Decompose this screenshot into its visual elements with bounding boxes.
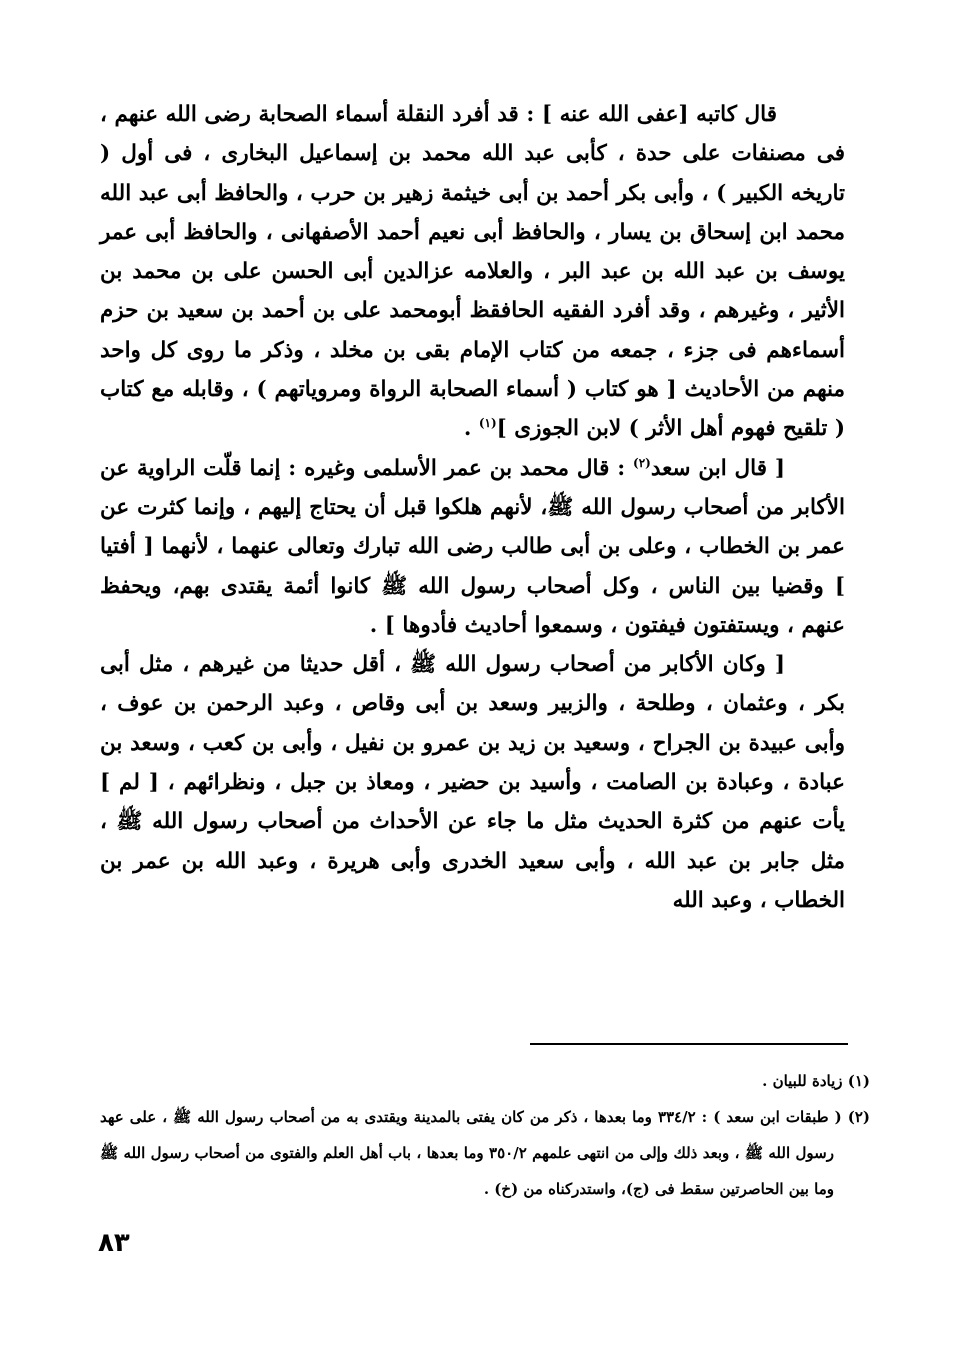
footnote-ref-1: (١) — [478, 416, 497, 431]
footnote-1: (١) زيادة للبيان . — [762, 1072, 870, 1090]
footnote-2: (٢) ( طبقات ابن سعد ) : ٣٣٤/٢ وما بعدها ، ذكر من كان يفتى بالمدينة ويقتدى به من أصحاب رسول الله ﷺ ، على عهد رسول الله ﷺ ، وبعد ذلك وإلى من انتهى علمهم ٣٥٠/٢ وما بعدها ، باب أهل العلم والفتوى من أصحاب رسول الله ﷺ وما بين الحاصرتين سقط فى (ج)، واستدركناه من (خ) . — [100, 1108, 870, 1198]
paragraph-2-start: [ قال ابن سعد — [650, 455, 786, 481]
paragraph-1 — [100, 95, 845, 449]
main-text — [100, 95, 845, 920]
paragraph-3 — [100, 645, 845, 920]
paragraph-1-text: قال كاتبه [عفى الله عنه ] : قد أفرد النقلة أسماء الصحابة رضى الله عنهم ، فى مصنفات على حدة ، كأبى عبد الله محمد بن إسماعيل البخارى ، فى أول ( تاريخه الكبير ) ، وأبى بكر أحمد بن أبى خيثمة زهير بن حرب ، والحافظ أبى عبد الله محمد ابن إسحاق بن يسار ، والحافظ أبى نعيم أحمد الأصفهانى ، والحافظ أبى عمر يوسف بن عبد الله بن عبد البر ، والعلامه عزالدين أبى الحسن على بن محمد بن الأثير ، وغيرهم ، وقد أفرد الفقيه الحافقظ أبومحمد على بن أحمد بن سعيد بن حزم أسماءهم فى جزء ، جمعه من كتاب الإمام بقى بن مخلد ، وذكر ما روى كل واحد منهم من الأحاديث [ هو كتاب ( أسماء الصحابة الرواة ومروياتهم ) ، وقابله مع كتاب ( تلقيح فهوم أهل الأثر ) لابن الجوزى ] — [100, 102, 845, 442]
footnote-ref-2: (٢) — [633, 455, 651, 470]
footnote-separator — [530, 1043, 848, 1045]
page-number: ٨٣ — [98, 1228, 130, 1258]
footnotes — [100, 1063, 870, 1207]
paragraph-3-text: [ وكان الأكابر من أصحاب رسول الله ﷺ ، أقل حديثا من غيرهم ، مثل أبى بكر ، وعثمان ، وطلحة ، والزبير وسعد بن أبى وقاص ، وعبد الرحمن بن عوف ، وأبى عبيدة بن الجراح ، وسعيد بن زيد بن عمرو بن نفيل ، وأبى بن كعب ، وسعد بن عبادة ، وعبادة بن الصامت ، وأسيد بن حضير ، ومعاذ بن جبل ، ونظرائهم ، [ لم ] يأت عنهم من كثرة الحديث مثل ما جاء عن الأحداث من أصحاب رسول الله ﷺ ، مثل جابر بن عبد الله ، وأبى سعيد الخدرى وأبى هريرة ، وعبد الله بن عمر بن الخطاب ، وعبد الله — [100, 652, 845, 913]
paragraph-1-end: . — [463, 416, 479, 442]
paragraph-2-text: : قال محمد بن عمر الأسلمى وغيره : إنما قلّت الراوية عن الأكابر من أصحاب رسول الله ﷺ، لأنهم هلكوا قبل أن يحتاج إليهم ، وإنما كثرت عن عمر بن الخطاب ، وعلى بن أبى طالب رضى الله تبارك وتعالى عنهما ، لأنهما [ أفتيا ] وقضيا بين الناس ، وكل أصحاب رسول الله ﷺ كانوا أئمة يقتدى بهم، ويحفظ عنهم ، ويستفتون فيفتون ، وسمعوا أحاديث فأدوها ] . — [100, 455, 845, 638]
paragraph-2 — [100, 449, 845, 645]
